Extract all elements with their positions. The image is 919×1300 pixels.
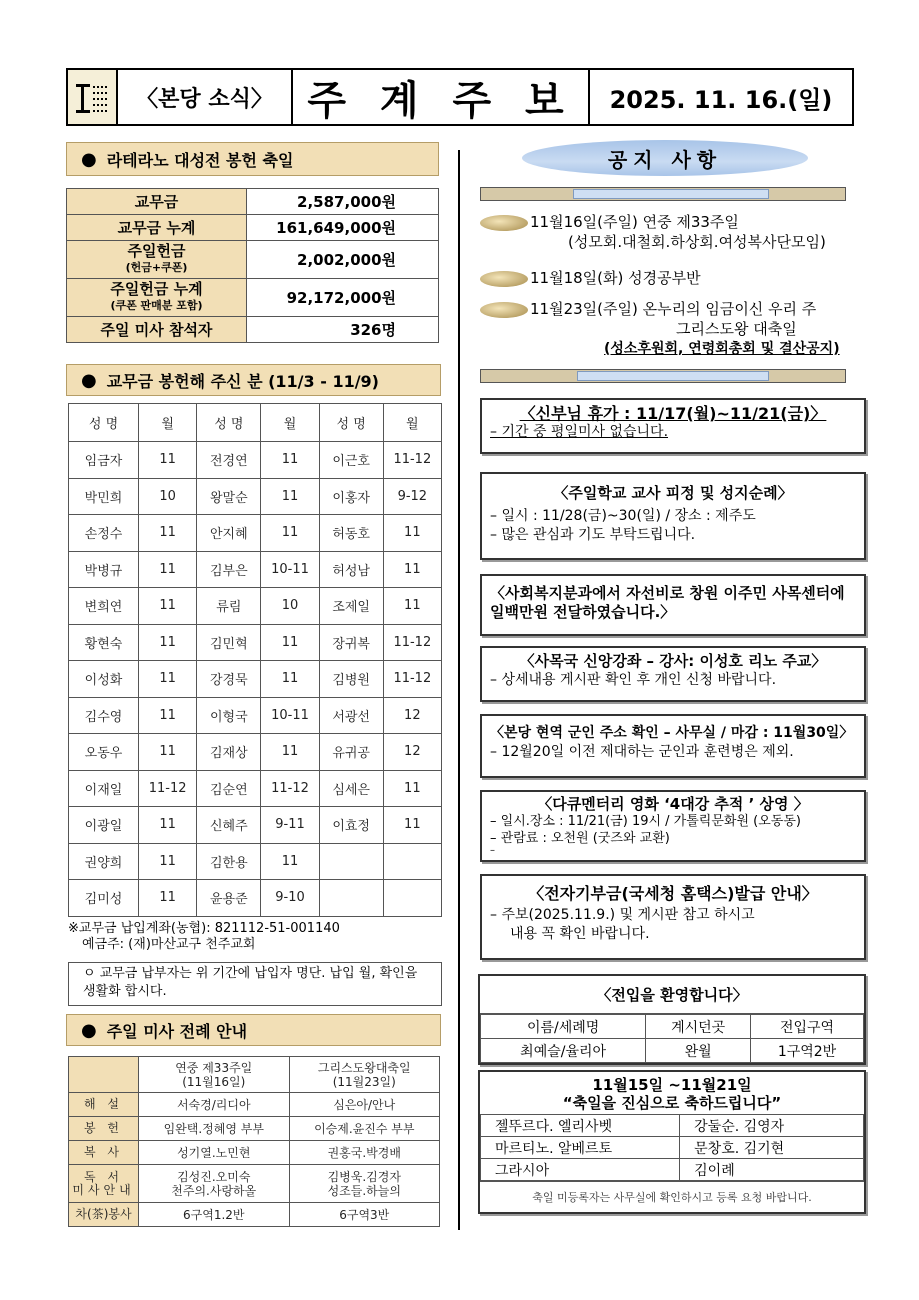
donor-month: 11 [139,551,197,588]
table-row [69,551,442,588]
mass-col1-date: (11월16일) [182,1074,246,1089]
feast-cell: 문창호. 김기현 [680,1137,864,1159]
donor-name: 류림 [197,588,261,625]
offering-label [67,279,247,317]
bullet-icon: ● [81,148,97,170]
donors-header-row [69,404,442,442]
donor-note-box: ㅇ 교무금 납부자는 위 기간에 납입자 명단. 납입 월, 확인을 생활화 합시다. [68,962,442,1006]
account-info [68,921,340,953]
bulletin-date: 2025. 11. 16.(일) [609,85,833,114]
mass-role-text: 봉 헌 [84,1121,123,1135]
table-row [69,880,442,917]
mass-row [69,1203,440,1227]
bullet-icon: ● [81,369,97,391]
feast-table [480,1114,864,1181]
donor-month: 11 [139,697,197,734]
notice-box-vacation [480,398,866,454]
mass-role-text: 해 설 [84,1097,123,1111]
welcome-cell: 완월 [646,1039,751,1063]
notice-box-documentary [480,790,866,862]
mass-role [69,1165,139,1203]
table-row [69,478,442,515]
welcome-box [478,974,866,1065]
mass-assignee [289,1141,440,1165]
donor-month [383,843,441,880]
donor-month: 9-10 [261,880,319,917]
table-row [69,697,442,734]
donor-month: 11 [139,588,197,625]
event-sub: 그리스도왕 대축일 [676,320,797,338]
notice-box-line: – 많은 관심과 기도 부탁드립니다. [490,527,696,543]
donor-month: 10 [261,588,319,625]
mass-assignee-text: 김성진.오미숙 [177,1169,251,1184]
offering-label-sub: (쿠폰 판매분 포함) [110,299,203,312]
cross-logo-icon [73,78,111,116]
offering-label [67,317,247,343]
donor-name: 허성남 [319,551,383,588]
donor-month: 10 [139,478,197,515]
mass-assignee-text: 성조들.하늘의 [327,1183,401,1198]
table-row [69,624,442,661]
event-item [480,212,826,252]
mass-assignee-text: 6구역3반 [339,1207,390,1222]
notice-box-line: – 기간 중 평일미사 없습니다. [490,424,669,440]
notice-box-line: – 일시 : 11/28(금)~30(일) / 장소 : 제주도 [490,508,756,524]
donor-name: 김순연 [197,770,261,807]
donor-month: 10-11 [261,551,319,588]
donor-month: 11-12 [383,624,441,661]
donor-name [319,880,383,917]
donor-name: 왕말순 [197,478,261,515]
mass-assignee-text: 성기열.노민현 [177,1145,251,1160]
donor-name: 심세은 [319,770,383,807]
offering-value: 2,587,000원 [247,189,439,215]
offering-section-title [66,142,439,176]
table-row [69,770,442,807]
offering-row [67,317,439,343]
offering-value: 92,172,000원 [247,279,439,317]
table-row [69,843,442,880]
mass-row [69,1117,440,1141]
feast-box [478,1070,866,1214]
mass-role-text: 미사안내 [72,1182,135,1197]
notice-box-title: 〈전자기부금(국세청 홈택스)발급 안내〉 [528,884,818,903]
mass-col1-name: 연중 제33주일 [175,1060,253,1075]
notice-box-title: 〈다큐멘터리 영화 ‘4대강 추적 ’ 상영 〉 [537,795,809,813]
feast-greeting: “축일을 진심으로 축하드립니다” [562,1094,782,1112]
donor-name: 변희연 [69,588,139,625]
event-item [480,299,840,359]
donors-header-cell: 월 [261,404,319,442]
donor-month: 11 [261,624,319,661]
donor-name: 김재상 [197,734,261,771]
notice-box-line: – [490,845,495,856]
notice-box-donation [480,874,866,960]
offering-label-text: 주일 미사 참석자 [100,321,213,339]
donor-month: 11 [139,807,197,844]
mass-section-title [66,1014,441,1046]
donor-month: 11 [383,515,441,552]
donor-month: 12 [383,697,441,734]
donor-name: 유귀공 [319,734,383,771]
mass-role-text: 차(茶)봉사 [75,1207,132,1221]
notice-box-line: – 상세내용 게시판 확인 후 개인 신청 바랍니다. [490,672,777,688]
notice-box-lecture [480,646,866,702]
event-sub-bold: (성소후원회, 연령회총회 및 결산공지) [604,341,840,357]
feast-cell: 젤뚜르다. 엘리사벳 [481,1115,680,1137]
mass-header-blank [69,1057,139,1093]
donor-name: 김수영 [69,697,139,734]
notice-box-military [480,714,866,778]
mass-assignee [289,1117,440,1141]
donor-name [319,843,383,880]
feast-cell: 강둘순. 김영자 [680,1115,864,1137]
donor-month: 11-12 [383,442,441,479]
mass-assignee [139,1165,290,1203]
donor-name: 박민희 [69,478,139,515]
offering-label-text: 교무금 [134,193,179,211]
table-row [69,588,442,625]
offering-value: 161,649,000원 [247,215,439,241]
mass-role [69,1093,139,1117]
decor-bar [480,369,846,383]
donors-title-text: 교무금 봉헌해 주신 분 (11/3 - 11/9) [106,371,379,391]
notice-box-line: – 12월20일 이전 제대하는 군인과 훈련병은 제외. [490,744,794,760]
column-divider [458,150,460,1230]
donor-month: 11 [383,807,441,844]
table-row [69,807,442,844]
mass-assignee-text: 천주의.사랑하올 [171,1183,257,1198]
donor-name: 오동우 [69,734,139,771]
offering-label-text: 주일헌금 누계 [110,280,203,298]
notice-box-welfare [480,574,866,636]
mass-col1-header [139,1057,290,1093]
welcome-header-cell: 전입구역 [751,1015,864,1039]
mass-col2-name: 그리스도왕대축일 [317,1060,411,1075]
donor-name: 이효정 [319,807,383,844]
mass-role [69,1203,139,1227]
donor-month: 9-12 [383,478,441,515]
donors-header-cell: 성 명 [197,404,261,442]
donor-month: 11 [139,624,197,661]
mass-title-text: 주일 미사 전례 안내 [106,1021,248,1041]
table-row [69,442,442,479]
feast-cell: 마르티노. 알베르토 [481,1137,680,1159]
decor-bar-inner [577,371,769,381]
offering-value: 2,002,000원 [247,241,439,279]
donor-month: 12 [383,734,441,771]
donor-month: 9-11 [261,807,319,844]
donor-name: 김병원 [319,661,383,698]
donor-name: 김한용 [197,843,261,880]
donor-name: 윤용준 [197,880,261,917]
table-row [69,515,442,552]
offering-row [67,215,439,241]
welcome-title: 〈전입을 환영합니다〉 [480,976,864,1014]
feast-dates: 11월15일 ~11월21일 [592,1076,752,1094]
donors-table [68,403,442,917]
donor-name: 손정수 [69,515,139,552]
mass-assignee [139,1203,290,1227]
mass-role-text: 복 사 [84,1145,123,1159]
donor-month: 11-12 [261,770,319,807]
notice-box-line: 내용 꼭 확인 바랍니다. [510,926,650,942]
notice-box-retreat [480,472,866,560]
donors-header-cell: 성 명 [319,404,383,442]
offering-label [67,189,247,215]
welcome-header-row [481,1015,864,1039]
mass-assignee-text: 권홍국.박경배 [327,1145,401,1160]
donor-name: 이성화 [69,661,139,698]
donor-name: 이광일 [69,807,139,844]
welcome-header-cell: 이름/세례명 [481,1015,646,1039]
donors-header-cell: 성 명 [69,404,139,442]
donor-name: 장귀복 [319,624,383,661]
bulletin-title: 주 계 주 보 [293,70,590,124]
welcome-table [480,1014,864,1063]
table-row [69,734,442,771]
bulletin-header [66,68,854,126]
donor-month: 11 [261,843,319,880]
table-row [481,1039,864,1063]
donors-header-cell: 월 [139,404,197,442]
notice-box-line: – 주보(2025.11.9.) 및 게시판 참고 하시고 [490,907,755,923]
donor-name: 권양희 [69,843,139,880]
account-holder: 예금주: (재)마산교구 천주교회 [82,937,256,952]
offering-title-text: 라테라노 대성전 봉헌 축일 [106,150,294,170]
donor-month: 11 [139,442,197,479]
donor-month: 10-11 [261,697,319,734]
bullet-icon: ● [81,1019,97,1041]
feast-cell: 그라시아 [481,1159,680,1181]
mass-assignee-text: 심은아/안나 [333,1097,396,1112]
donor-month [383,880,441,917]
donor-name: 김미성 [69,880,139,917]
mass-row [69,1141,440,1165]
feast-footer: 축일 미등록자는 사무실에 확인하시고 등록 요청 바랍니다. [480,1181,864,1212]
mass-table [68,1056,440,1227]
table-row [69,661,442,698]
welcome-cell: 1구역2반 [751,1039,864,1063]
donor-name: 이재일 [69,770,139,807]
section-label: 〈본당 소식〉 [118,70,293,124]
offering-label-text: 주일헌금 [127,242,186,260]
mass-row [69,1165,440,1203]
mass-assignee [139,1141,290,1165]
pill-bullet-icon [480,271,528,287]
donor-name: 박병규 [69,551,139,588]
notice-box-line: – 관람료 : 오천원 (굿즈와 교환) [490,831,670,846]
event-sub: (성모회.대철회.하상회.여성복사단모임) [568,233,826,251]
offering-label-text: 교무금 누계 [117,219,196,237]
donor-month: 11 [139,661,197,698]
offering-row [67,241,439,279]
feast-cell: 김이례 [680,1159,864,1181]
donor-month: 11 [383,770,441,807]
donor-month: 11 [139,880,197,917]
mass-assignee [289,1203,440,1227]
donors-header-cell: 월 [383,404,441,442]
mass-row [69,1093,440,1117]
donor-month: 11-12 [139,770,197,807]
offering-value: 326명 [247,317,439,343]
event-line: 11월18일(화) 성경공부반 [530,269,701,287]
donor-month: 11 [383,551,441,588]
parish-logo [68,70,118,124]
notice-title: 공지 사항 [522,140,808,176]
offering-table [66,188,439,343]
mass-assignee-text: 6구역1.2반 [183,1207,245,1222]
welcome-header-cell: 계시던곳 [646,1015,751,1039]
mass-role [69,1117,139,1141]
account-line: ※교무금 납입계좌(농협): 821112-51-001140 [68,921,340,936]
table-row [481,1159,864,1181]
donor-month: 11 [261,661,319,698]
donor-month: 11 [139,734,197,771]
notice-box-title: 〈신부님 휴가 : 11/17(월)~11/21(금)〉 [519,404,827,423]
donor-month: 11 [261,478,319,515]
donors-section-title [66,364,441,396]
event-line: 11월23일(주일) 온누리의 임금이신 우리 주 [530,300,817,318]
donor-name: 허동호 [319,515,383,552]
donor-month: 11 [261,515,319,552]
mass-assignee [139,1117,290,1141]
event-item [480,268,701,288]
mass-assignee [139,1093,290,1117]
mass-role [69,1141,139,1165]
offering-label [67,241,247,279]
mass-col2-header [289,1057,440,1093]
decor-bar [480,187,846,201]
notice-box-title: 〈사목국 신앙강좌 – 강사: 이성호 리노 주교〉 [519,652,827,670]
table-row [481,1115,864,1137]
donor-month: 11 [261,734,319,771]
donor-month: 11 [139,515,197,552]
mass-col2-date: (11월23일) [332,1074,396,1089]
donor-name: 황현숙 [69,624,139,661]
pill-bullet-icon [480,215,528,231]
donor-month: 11-12 [383,661,441,698]
donor-name: 이근호 [319,442,383,479]
offering-label [67,215,247,241]
donor-name: 임금자 [69,442,139,479]
mass-assignee-text: 서숙경/리디아 [176,1097,251,1112]
offering-row [67,279,439,317]
mass-assignee-text: 김병욱.김경자 [327,1169,401,1184]
notice-box-line: – 일시.장소 : 11/21(금) 19시 / 가톨릭문화원 (오동동) [490,814,801,829]
notice-box-title: 〈주일학교 교사 피정 및 성지순례〉 [553,484,793,502]
donor-month: 11 [139,843,197,880]
donor-month: 11 [261,442,319,479]
mass-assignee [289,1165,440,1203]
donor-month: 11 [383,588,441,625]
donor-name: 이홍자 [319,478,383,515]
pill-bullet-icon [480,302,528,318]
donor-name: 김부은 [197,551,261,588]
mass-assignee-text: 임완택.정혜영 부부 [163,1121,264,1136]
donor-name: 김민혁 [197,624,261,661]
mass-assignee [289,1093,440,1117]
offering-row [67,189,439,215]
mass-role-text: 독 서 [84,1169,123,1184]
donor-name: 조제일 [319,588,383,625]
donor-name: 강경묵 [197,661,261,698]
donor-name: 안지혜 [197,515,261,552]
offering-label-sub: (헌금+쿠폰) [125,261,188,274]
donor-name: 신혜주 [197,807,261,844]
event-line: 11월16일(주일) 연중 제33주일 [530,213,739,231]
notice-box-title: 〈본당 현역 군인 주소 확인 – 사무실 / 마감 : 11월30일〉 [490,725,854,741]
donor-name: 전경연 [197,442,261,479]
donor-name: 이형국 [197,697,261,734]
decor-bar-inner [573,189,769,199]
notice-box-title: 〈사회복지분과에서 자선비로 창원 이주민 사목센터에 일백만원 전달하였습니다.〉 [490,584,845,621]
donor-name: 서광선 [319,697,383,734]
welcome-cell: 최예슬/율리아 [481,1039,646,1063]
table-row [481,1137,864,1159]
mass-assignee-text: 이승제.윤진수 부부 [314,1121,415,1136]
feast-header [480,1072,864,1114]
